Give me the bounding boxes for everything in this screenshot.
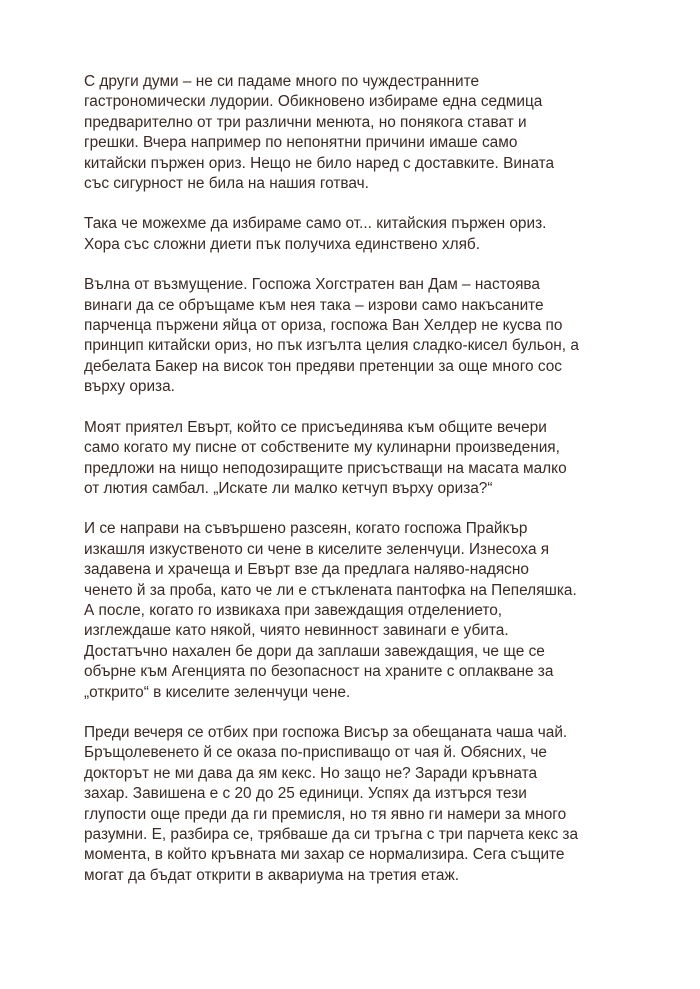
text-line: принцип китайски ориз, но пък изгълта целия сладко-кисел бульон, а (84, 337, 579, 355)
paragraph-4 (84, 418, 624, 500)
text-line: върху ориза. (84, 378, 175, 396)
text-line: Хора със сложни диети пък получиха единствено хляб. (84, 235, 480, 253)
text-line: Преди вечеря се отбих при госпожа Висър за обещаната чаша чай. (84, 723, 568, 741)
text-line: Достатъчно нахален бе дори да заплаши завеждащия, че ще се (84, 642, 545, 660)
text-line: китайски пържен ориз. Нещо не било наред с доставките. Вината (84, 154, 555, 172)
text-line: изглеждаше като някой, чиято невинност завинаги е убита. (84, 622, 509, 640)
text-line: предложи на нищо неподозиращите присъстващи на масата малко (84, 459, 567, 477)
text-line: обърне към Агенцията по безопасност на храните с оплакване за (84, 663, 554, 681)
text-line: А после, когато го извикаха при завеждащия отделението, (84, 601, 503, 619)
text-line: Бръщолевенето й се оказа по-приспиващо от чая й. Обясних, че (84, 744, 547, 762)
paragraph-5 (84, 519, 624, 703)
text-line: захар. Завишена е с 20 до 25 единици. Успях да изтърся тези (84, 785, 527, 803)
text-line: могат да бъдат открити в аквариума на третия етаж. (84, 866, 460, 884)
text-line: от лютия самбал. „Искате ли малко кетчуп върху ориза?“ (84, 479, 493, 497)
paragraph-1 (84, 72, 624, 194)
paragraph-3 (84, 275, 624, 397)
text-line: „открито“ в киселите зеленчуци чене. (84, 683, 351, 701)
text-line: момента, в който кръвната ми захар се нормализира. Сега същите (84, 846, 565, 864)
text-line: Така че можехме да избираме само от... китайския пържен ориз. (84, 215, 547, 233)
text-line: С други думи – не си падаме много по чуждестранните (84, 73, 480, 90)
paragraph-2 (84, 214, 624, 255)
text-line: И се направи на съвършено разсеян, когато госпожа Прайкър (84, 520, 528, 538)
text-line: ченето й за проба, като че ли е стъклената пантофка на Пепеляшка. (84, 581, 577, 599)
body-text (84, 72, 624, 906)
text-line: Моят приятел Евърт, който се присъединява към общите вечери (84, 418, 547, 436)
text-line: изкашля изкуственото си чене в киселите зеленчуци. Изнесоха я (84, 540, 550, 558)
text-line: разумни. Е, разбира се, трябваше да си тръгна с три парчета кекс за (84, 826, 579, 843)
text-line: Вълна от възмущение. Госпожа Хогстратен ван Дам – настоява (84, 276, 540, 294)
text-line: грешки. Вчера например по непонятни причини имаше само (84, 134, 518, 152)
text-line: глупости още преди да ги премисля, но тя явно ги намери за много (84, 805, 567, 823)
text-line: дебелата Бакер на висок тон предяви претенции за още много сос (84, 357, 562, 375)
text-line: винаги да се обръщаме към нея така – изрови само накъсаните (84, 296, 544, 314)
text-line: само когато му писне от собствените му кулинарни произведения, (84, 439, 560, 457)
text-line: докторът не ми дава да ям кекс. Но защо не? Заради кръвната (84, 764, 538, 782)
text-line: със сигурност не била на нашия готвач. (84, 175, 369, 193)
text-line: предварително от три различни менюта, но понякога стават и (84, 113, 527, 131)
text-line: задавена и храчеща и Евърт взе да предлага наляво-надясно (84, 561, 529, 579)
paragraph-6 (84, 723, 624, 886)
text-line: парченца пържени яйца от ориза, госпожа Ван Хелдер не кусва по (84, 317, 563, 335)
text-line: гастрономически лудории. Обикновено избираме една седмица (84, 93, 543, 111)
